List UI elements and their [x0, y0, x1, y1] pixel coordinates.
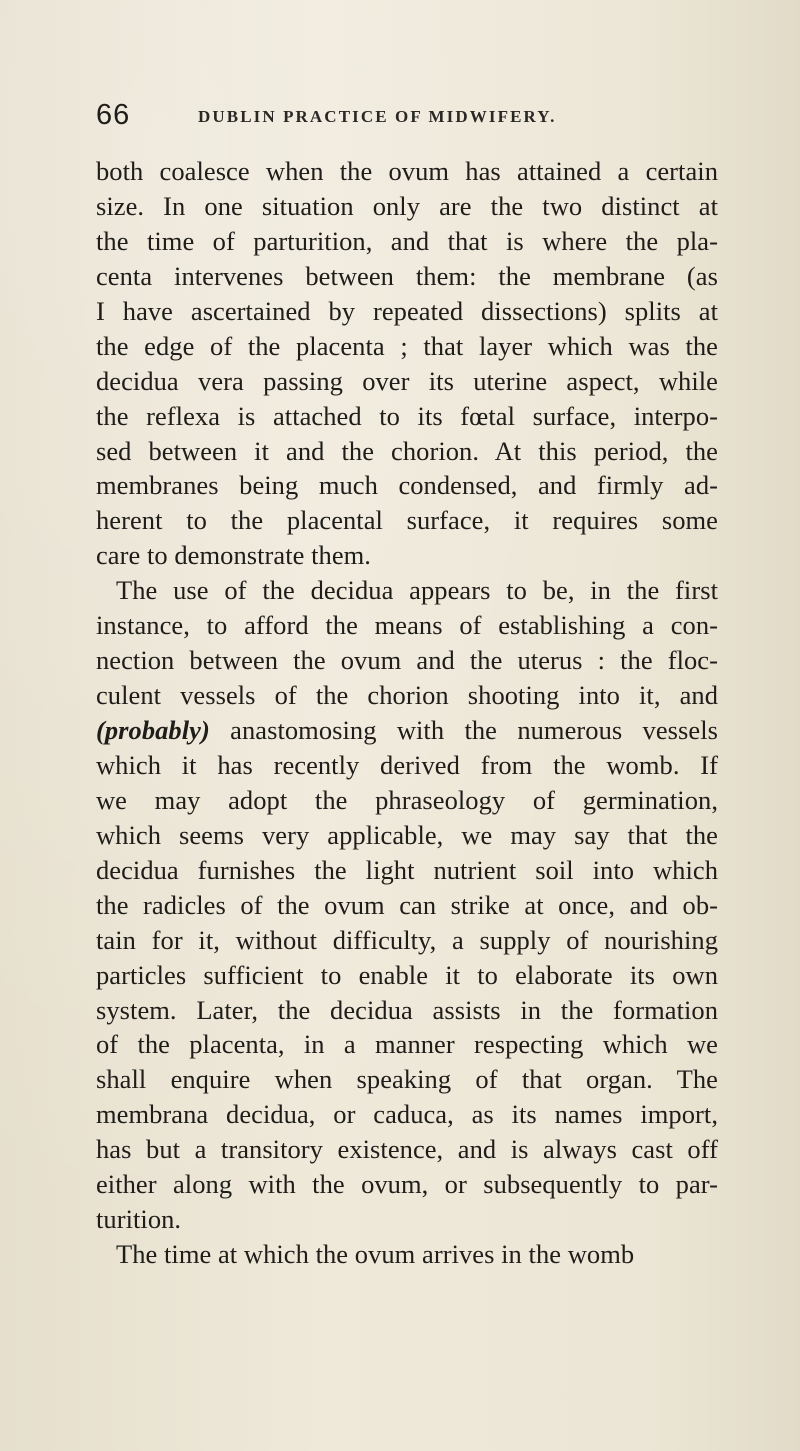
italic-phrase: (probably) [96, 715, 210, 745]
page-number: 66 [96, 99, 131, 131]
text-line: decidua vera passing over its uterine aspect, while [96, 365, 718, 396]
text-line: we may adopt the phraseology of germination, [96, 784, 718, 815]
text-line-with-italic [96, 713, 718, 748]
text-line: which seems very applicable, we may say that the [96, 819, 718, 850]
running-title: DUBLIN PRACTICE OF MIDWIFERY. [198, 107, 557, 126]
text-line: decidua furnishes the light nutrient soil into which [96, 854, 718, 885]
text-line: The time at which the ovum arrives in the womb [116, 1239, 635, 1270]
text-line: has but a transitory existence, and is always cast off [96, 1134, 718, 1165]
text-line: care to demonstrate them. [96, 540, 371, 571]
text-line: the radicles of the ovum can strike at once, and ob- [96, 889, 718, 920]
text-line: instance, to afford the means of establishing a con- [96, 610, 718, 641]
body-text [96, 154, 718, 1272]
text-line: both coalesce when the ovum has attained a certain [96, 156, 718, 186]
text-line: herent to the placental surface, it requires some [96, 505, 718, 536]
text-line: of the placenta, in a manner respecting which we [96, 1029, 718, 1060]
text-line: membrana decidua, or caduca, as its names import, [96, 1099, 718, 1130]
text-line: culent vessels of the chorion shooting into it, and [96, 680, 718, 711]
text-line: nection between the ovum and the uterus : the floc- [96, 645, 718, 676]
text-line-remainder: anastomosing with the numerous vessels [230, 715, 718, 745]
text-line: centa intervenes between them: the membrane (as [96, 260, 718, 291]
text-line: sed between it and the chorion. At this period, the [96, 435, 718, 466]
text-line: membranes being much condensed, and firmly ad- [96, 470, 718, 501]
text-line: particles sufficient to enable it to elaborate its own [96, 959, 718, 990]
text-line: tain for it, without difficulty, a supply of nourishing [96, 924, 718, 955]
text-line: either along with the ovum, or subsequently to par- [96, 1169, 718, 1200]
text-line: the reflexa is attached to its fœtal surface, interpo- [96, 400, 718, 431]
text-line: I have ascertained by repeated dissections) splits at [96, 295, 718, 326]
text-line: the time of parturition, and that is where the pla- [96, 225, 718, 256]
text-line: system. Later, the decidua assists in the formation [96, 994, 718, 1025]
text-line: The use of the decidua appears to be, in the first [116, 575, 718, 606]
text-line: the edge of the placenta ; that layer which was the [96, 330, 718, 361]
text-line: size. In one situation only are the two distinct at [96, 190, 718, 221]
running-head [96, 98, 706, 138]
text-line: shall enquire when speaking of that organ. The [96, 1064, 718, 1095]
text-line: which it has recently derived from the womb. If [96, 749, 718, 780]
text-line: turition. [96, 1204, 182, 1235]
